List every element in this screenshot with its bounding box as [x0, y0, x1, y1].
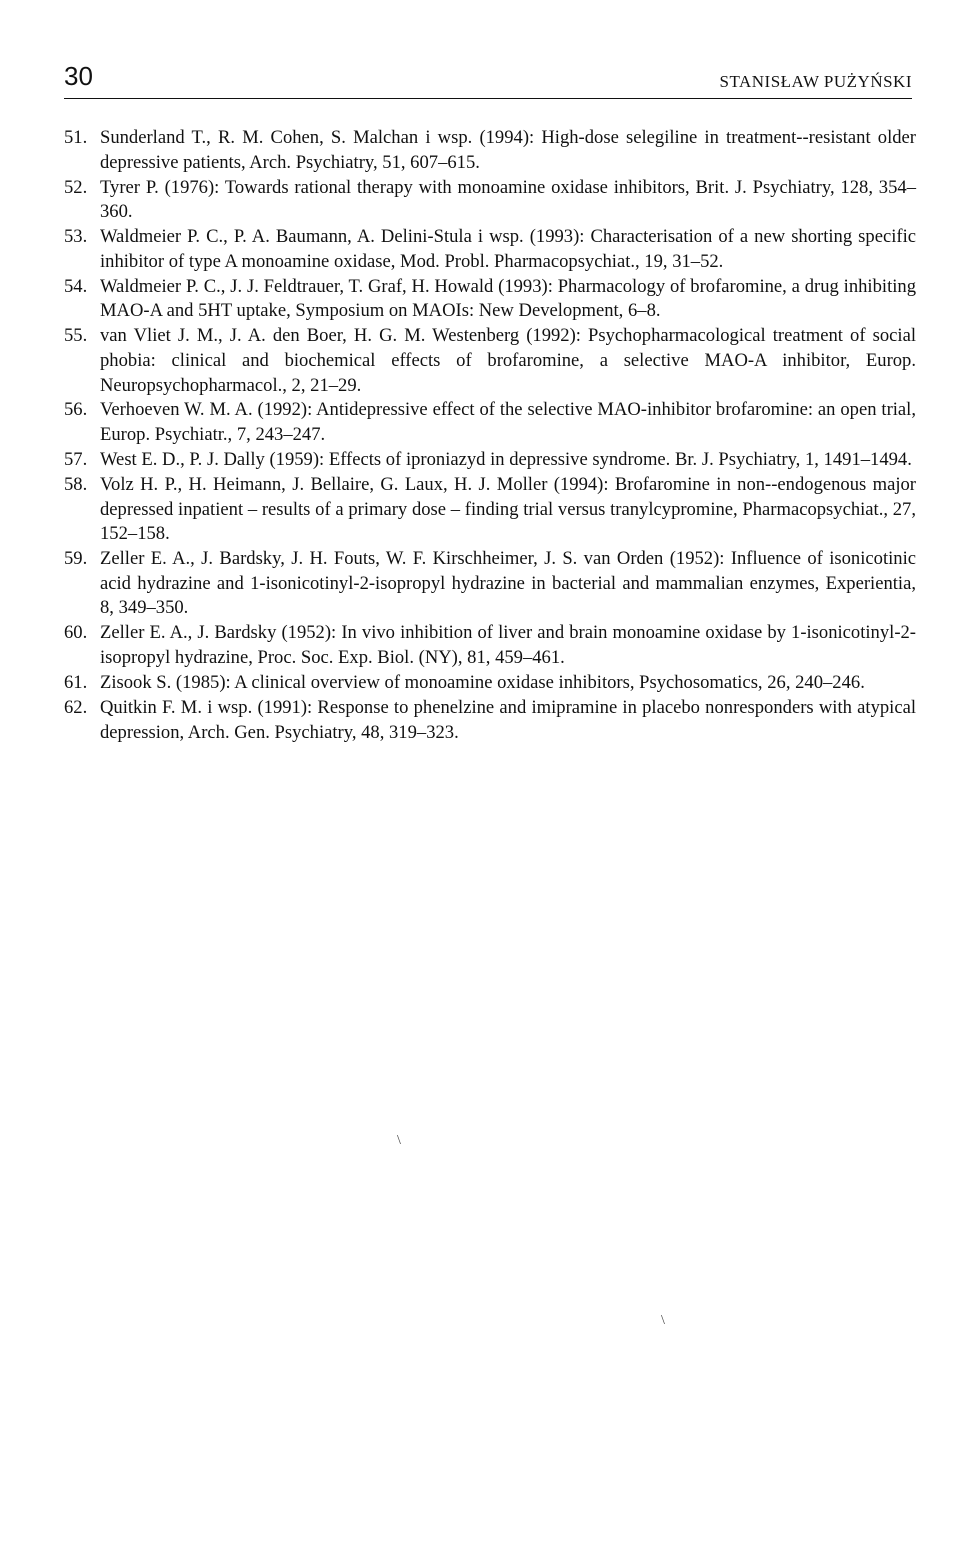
reference-number: 61.	[64, 671, 88, 693]
reference-number: 59.	[64, 548, 88, 570]
reference-number: 55.	[64, 325, 88, 347]
reference-list	[64, 126, 916, 746]
reference-text: Volz H. P., H. Heimann, J. Bellaire, G. Laux, H. J. Moller (1994): Brofaromine in non--endogenous major depressed inpatient – results of a primary dose – finding trial versus tranylcypromine, Pharmacopsychiat., 27, 152–158.	[100, 474, 916, 545]
reference-number: 54.	[64, 275, 88, 297]
reference-item	[64, 398, 916, 447]
reference-number: 51.	[64, 127, 88, 148]
reference-item	[64, 547, 916, 621]
reference-item	[64, 275, 916, 324]
stray-mark: \	[661, 1313, 665, 1328]
reference-text: Verhoeven W. M. A. (1992): Antidepressive effect of the selective MAO-inhibitor brofaromine: an open trial, Europ. Psychiatr., 7, 243–247.	[100, 399, 916, 446]
reference-text: Sunderland T., R. M. Cohen, S. Malchan i wsp. (1994): High-dose selegiline in treatment--resistant older depressive patients, Arch. Psychiatry, 51, 607–615.	[100, 127, 916, 173]
reference-number: 53.	[64, 226, 88, 248]
reference-item	[64, 225, 916, 274]
reference-text: Zeller E. A., J. Bardsky (1952): In vivo inhibition of liver and brain monoamine oxidase by 1-isonicotinyl-2-isopropyl hydrazine, Proc. Soc. Exp. Biol. (NY), 81, 459–461.	[100, 622, 916, 668]
reference-text: Tyrer P. (1976): Towards rational therapy with monoamine oxidase inhibitors, Brit. J. Psychiatry, 128, 354–360.	[100, 176, 916, 223]
reference-text: van Vliet J. M., J. A. den Boer, H. G. M. Westenberg (1992): Psychopharmacological treatment of social phobia: clinical and biochemical effects of brofaromine, a selective MAO-A inhibitor, Europ. Neuropsychopharmacol., 2, 21–29.	[100, 325, 916, 396]
reference-item	[64, 671, 916, 696]
reference-text: Zeller E. A., J. Bardsky, J. H. Fouts, W. F. Kirschheimer, J. S. van Orden (1952): Influence of isonicotinic acid hydrazine and 1-isonicotinyl-2-isopropyl hydrazine in bacterial and mammalian enzymes, Experientia, 8, 349–350.	[100, 548, 916, 619]
reference-item	[64, 696, 916, 745]
reference-item	[64, 621, 916, 670]
reference-number: 58.	[64, 474, 88, 496]
reference-number: 57.	[64, 449, 88, 471]
reference-number: 52.	[64, 176, 88, 198]
reference-item	[64, 324, 916, 398]
reference-text: West E. D., P. J. Dally (1959): Effects of iproniazyd in depressive syndrome. Br. J. Psychiatry, 1, 1491–1494.	[100, 449, 912, 471]
reference-text: Quitkin F. M. i wsp. (1991): Response to phenelzine and imipramine in placebo nonresponders with atypical depression, Arch. Gen. Psychiatry, 48, 319–323.	[100, 696, 916, 743]
stray-mark: \	[397, 1133, 401, 1148]
reference-number: 62.	[64, 696, 88, 718]
reference-item	[64, 126, 916, 175]
reference-item	[64, 448, 916, 473]
page-number: 30	[64, 61, 93, 91]
reference-text: Zisook S. (1985): A clinical overview of monoamine oxidase inhibitors, Psychosomatics, 26, 240–246.	[100, 671, 865, 693]
reference-number: 56.	[64, 399, 88, 421]
running-head: STANISŁAW PUŻYŃSKI	[719, 72, 912, 91]
reference-text: Waldmeier P. C., J. J. Feldtrauer, T. Graf, H. Howald (1993): Pharmacology of brofaromine, a drug inhibiting MAO-A and 5HT uptake, Symposium on MAOIs: New Development, 6–8.	[100, 275, 916, 322]
reference-text: Waldmeier P. C., P. A. Baumann, A. Delini-Stula i wsp. (1993): Characterisation of a new shorting specific inhibitor of type A monoamine oxidase, Mod. Probl. Pharmacopsychiat., 19, 31–52.	[100, 226, 916, 272]
reference-item	[64, 473, 916, 547]
reference-item	[64, 176, 916, 225]
reference-number: 60.	[64, 622, 88, 644]
page-header	[64, 62, 912, 99]
